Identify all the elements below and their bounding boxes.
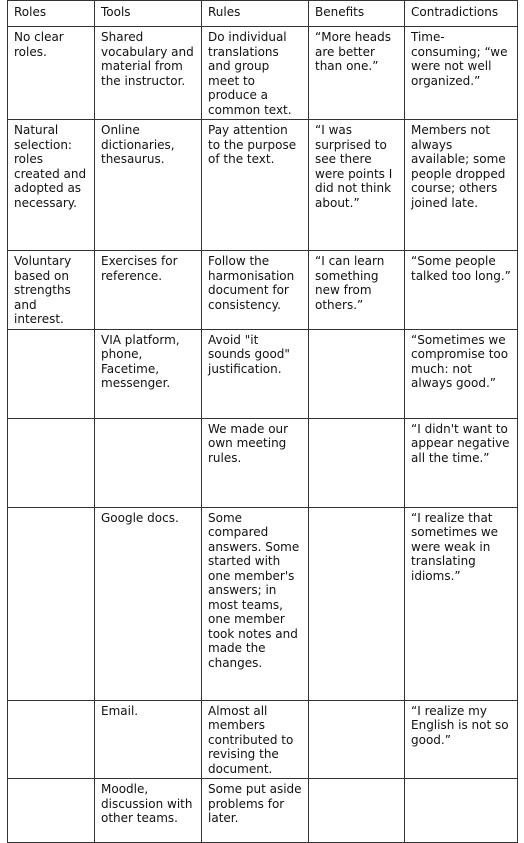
cell-roles xyxy=(8,779,95,843)
header-tools: Tools xyxy=(95,1,202,27)
cell-tools: Shared vocabulary and material from the instructor. xyxy=(95,27,202,120)
cell-roles: Voluntary based on strengths and interest. xyxy=(8,251,95,330)
header-contradictions: Contradictions xyxy=(405,1,518,27)
cell-benefits xyxy=(309,779,405,843)
cell-roles: Natural selection: roles created and adopted as necessary. xyxy=(8,120,95,251)
table-row xyxy=(8,251,518,330)
cell-benefits xyxy=(309,329,405,418)
cell-roles: No clear roles. xyxy=(8,27,95,120)
table-row xyxy=(8,120,518,251)
cell-rules: Pay attention to the purpose of the text. xyxy=(202,120,309,251)
cell-benefits: “I was surprised to see there were points I did not think about.” xyxy=(309,120,405,251)
cell-roles xyxy=(8,329,95,418)
cell-contradictions: Time-consuming; “we were not well organized.” xyxy=(405,27,518,120)
cell-contradictions: “I realize my English is not so good.” xyxy=(405,700,518,779)
cell-contradictions: “Some people talked too long.” xyxy=(405,251,518,330)
cell-tools xyxy=(95,418,202,507)
cell-rules: Avoid "it sounds good" justification. xyxy=(202,329,309,418)
table-row xyxy=(8,779,518,843)
cell-tools: Exercises for reference. xyxy=(95,251,202,330)
document-page xyxy=(7,0,517,843)
table-row xyxy=(8,329,518,418)
cell-benefits xyxy=(309,507,405,700)
table-row xyxy=(8,507,518,700)
cell-rules: Do individual translations and group meet to produce a common text. xyxy=(202,27,309,120)
header-benefits: Benefits xyxy=(309,1,405,27)
cell-rules: Some put aside problems for later. xyxy=(202,779,309,843)
cell-tools: Moodle, discussion with other teams. xyxy=(95,779,202,843)
cell-tools: Google docs. xyxy=(95,507,202,700)
table-row xyxy=(8,700,518,779)
cell-tools: Email. xyxy=(95,700,202,779)
header-roles: Roles xyxy=(8,1,95,27)
cell-benefits: “More heads are better than one.” xyxy=(309,27,405,120)
cell-rules: Some compared answers. Some started with one member's answers; in most teams, one member took notes and made the changes. xyxy=(202,507,309,700)
cell-rules: Follow the harmonisation document for consistency. xyxy=(202,251,309,330)
header-rules: Rules xyxy=(202,1,309,27)
cell-contradictions xyxy=(405,779,518,843)
cell-benefits xyxy=(309,700,405,779)
table-row xyxy=(8,418,518,507)
cell-tools: Online dictionaries, thesaurus. xyxy=(95,120,202,251)
activity-table xyxy=(7,0,518,843)
cell-contradictions: “Sometimes we compromise too much: not always good.” xyxy=(405,329,518,418)
cell-benefits xyxy=(309,418,405,507)
cell-rules: We made our own meeting rules. xyxy=(202,418,309,507)
cell-benefits: “I can learn something new from others.” xyxy=(309,251,405,330)
cell-tools: VIA platform, phone, Facetime, messenger. xyxy=(95,329,202,418)
table-row xyxy=(8,27,518,120)
cell-contradictions: “I realize that sometimes we were weak in translating idioms.” xyxy=(405,507,518,700)
header-row xyxy=(8,1,518,27)
cell-roles xyxy=(8,418,95,507)
cell-contradictions: Members not always available; some people dropped course; others joined late. xyxy=(405,120,518,251)
cell-roles xyxy=(8,700,95,779)
cell-contradictions: “I didn't want to appear negative all the time.” xyxy=(405,418,518,507)
cell-roles xyxy=(8,507,95,700)
cell-rules: Almost all members contributed to revising the document. xyxy=(202,700,309,779)
